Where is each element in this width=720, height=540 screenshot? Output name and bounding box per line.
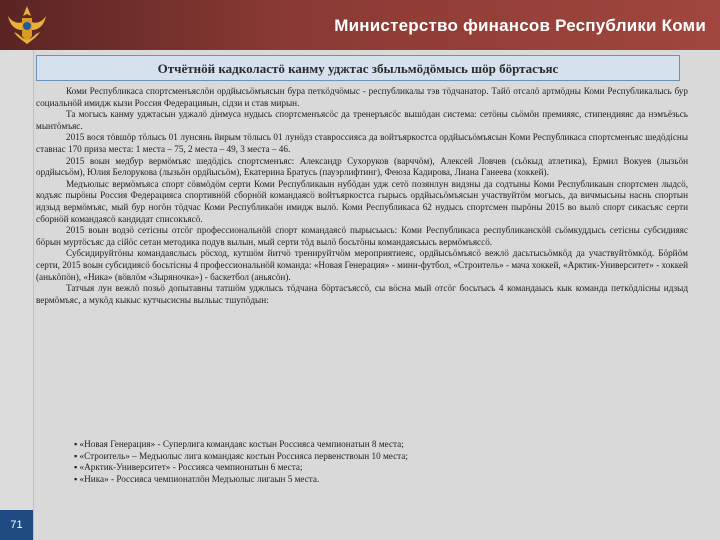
paragraph: Та могысь канму уджтасын уджалö дінмуса нудысь спортсменъясöс да тренеръясöс вышöдан система: сетöны сьöмöн премияяс, стипендияяс да нэмъёзьсь мынтöмъяс. xyxy=(36,109,688,131)
results-list xyxy=(74,439,634,485)
list-item: ▪ «Ника» - Россияса чемпионатлöн Медъюлыс лигаын 5 места. xyxy=(74,473,320,484)
list-item: ▪ «Арктик-Университет» - Россияса чемпионатын 6 места; xyxy=(74,462,303,473)
paragraph: Татчыя лун вежлö позьö допытавны татшöм уджлысь тöдчана бöртасъяссö, сы вöсна мый отсöг босьтысь 4 командаысь кык команда петкöдлісны идзыд вермöмъяс, а мукöд кыкыс кутчысисны выльыс тшупöдын: xyxy=(36,283,688,305)
header-bar xyxy=(0,0,720,50)
komi-coat-of-arms-icon xyxy=(2,2,52,48)
ministry-title: Министерство финансов Республики Коми xyxy=(334,16,706,35)
paragraph: Коми Республикаса спортсменъяслöн ордйысьöмъясын бура петкöдчöмыс - республикалы тэв тöдчанатор. Тайö отсалö артмöдны Коми Республикалысь бур социальнöй имидж кызи Россия Федерацияын, сідзи и став мирын. xyxy=(36,86,688,108)
list-item: ▪ «Новая Генерация» - Суперлига командаяс костын Россияса чемпионатын 8 места; xyxy=(74,439,404,449)
list-item: ▪ «Строитель» – Медъюлыс лига командаяс костын Россияса первенствоын 10 места; xyxy=(74,450,408,461)
left-sidebar xyxy=(0,50,34,540)
paragraph: 2015 воын медбур вермöмъяс шедöдісь спортсменъяс: Александр Сухоруков (варччöм), Алексей Ловчев (сьöкыд атлетика), Ермил Вокуев (лызьöн ордйысьöм), Юлия Белорукова (лызьöн ордйысьöм), Екатерина Братусь (пауэрлифтинг), Феюза Кадирова, Лиана Ганеева (хоккей). xyxy=(36,155,688,178)
paragraph: Медъюлыс вермöмъяса спорт сöвмöдöм серти Коми Республикаын нубöдан удж сетö позянлун видзны да содтыны Коми Республикаын спортсмен лыдсö, кодъяс пырöны Россия Федерацияса спортивнöй сборнöй командаясö войтъяркостса гырысь ордйысьöмъясын участвуйтöм могысь, да вичмысьны наснь спортын идзыд вермöмъяс, мый бур ногöн тöдчас Коми Республикаöн имидж вылö. Коми Республикаса 62 нудысь спортсмен пырöны 2015 во вылö спорт сикасъяс серти сборнöй командаясö кандидат списокъясö. xyxy=(36,178,688,224)
paragraph: 2015 воын водзö сетісны отсöг профессиональнöй спорт командаясö пырысьысь: Коми Республикаса республиканскöй сьöмкуддысь сетісны субсидияяс бöрын муртöсъяс да сійöс сетан методика подув вылын, мый серти тöд вылö босьтöны командаясьысь вермöмъяссö. xyxy=(36,225,688,247)
document-body xyxy=(36,86,688,306)
paragraph: Субсидируйтöны командаяслысь рöсход, кутшöм йитчö тренируйтчöм мероприятиеяс, ордйысьöмъясö вежлö дасьтысьöмкöд да участвуйтöмкöд. Бöрйöм серти, 2015 воын субсидиясö босьтісны 4 профессиональнöй команда: «Новая Генерация» - мини-футбол, «Строитель» - мача хоккей, «Арктик-Университет» - хоккей (анькöпöн), «Ника» (вöвлöм «Зыряночка») - баскетбол (аньясöн). xyxy=(36,248,688,282)
paragraph: 2015 вося тöвшöр тöлысь 01 лунсянь йирым тöлысь 01 лунöдз ставроссияса да войтъяркостса ордйысьöмъясын Коми Республикаса спортсменъяс шедöдісны ставнас 170 приза места: 1 места – 75, 2 места – 49, 3 места – 46. xyxy=(36,132,688,154)
page-number: 71 xyxy=(0,510,33,540)
document-title: Отчётнöй кадколастö канму уджтас збыльмöдöмысь шöр бöртасъяс xyxy=(36,55,680,81)
